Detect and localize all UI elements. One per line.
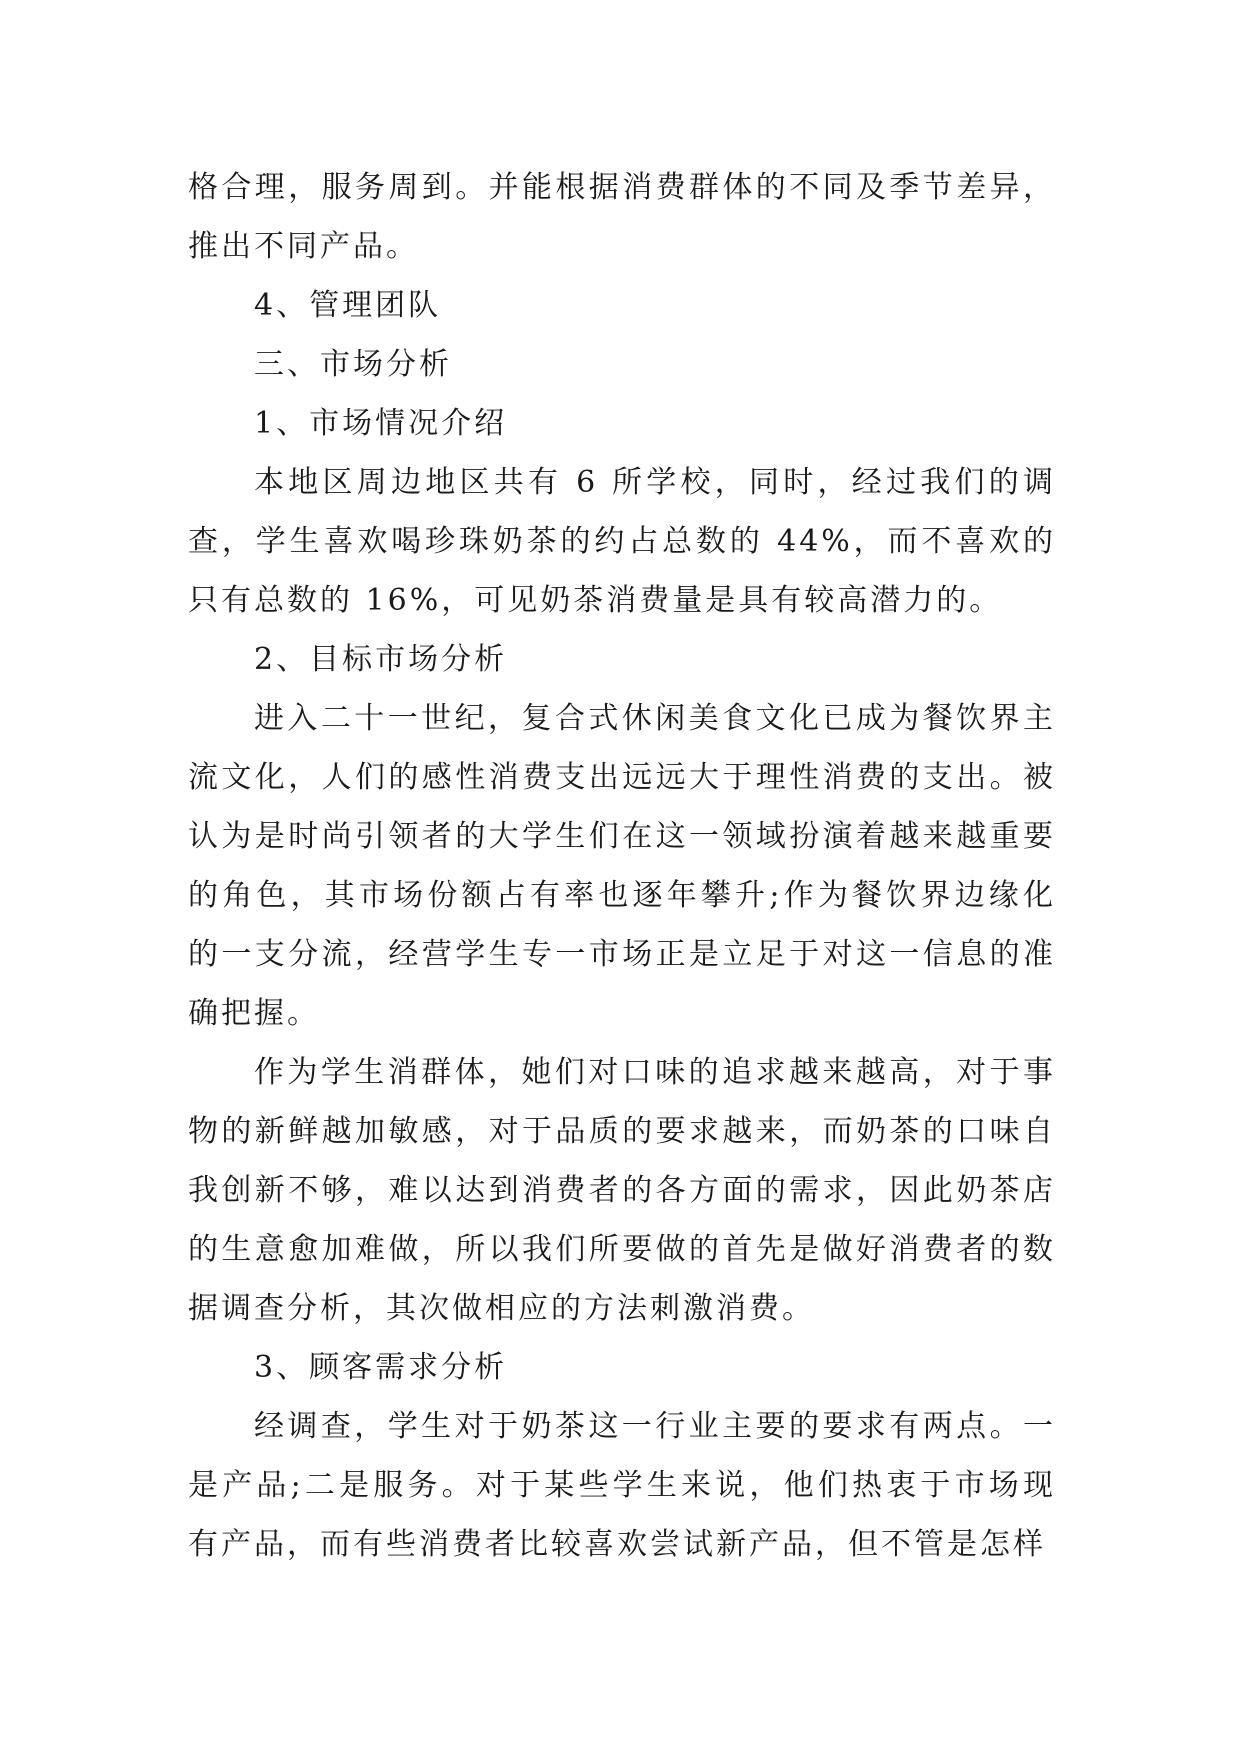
heading-management-team: 4、管理团队 xyxy=(254,288,442,323)
paragraph-continuation: 格合理，服务周到。并能根据消费群体的不同及季节差异，推出不同产品。 xyxy=(188,170,1056,264)
heading-target-market: 2、目标市场分析 xyxy=(254,642,508,677)
heading-market-analysis: 三、市场分析 xyxy=(254,347,452,382)
heading-market-situation: 1、市场情况介绍 xyxy=(254,406,508,441)
paragraph-target-market: 进入二十一世纪，复合式休闲美食文化已成为餐饮界主流文化，人们的感性消费支出远远大于理性消费的支出。被认为是时尚引领者的大学生们在这一领域扮演着越来越重要的角色，其市场份额占有率也逐年攀升;作为餐饮界边缘化的一支分流，经营学生专一市场正是立足于对这一信息的准确把握。 xyxy=(188,701,1056,1031)
document-page xyxy=(188,158,1056,1718)
paragraph-market-situation: 本地区周边地区共有 6 所学校，同时，经过我们的调查，学生喜欢喝珍珠奶茶的约占总数的 44%，而不喜欢的只有总数的 16%，可见奶茶消费量是具有较高潜力的。 xyxy=(188,465,1056,618)
paragraph-student-group: 作为学生消群体，她们对口味的追求越来越高，对于事物的新鲜越加敏感，对于品质的要求越来，而奶茶的口味自我创新不够，难以达到消费者的各方面的需求，因此奶茶店的生意愈加难做，所以我们所要做的首先是做好消费者的数据调查分析，其次做相应的方法刺激消费。 xyxy=(188,1055,1056,1326)
paragraph-customer-demand: 经调查，学生对于奶茶这一行业主要的要求有两点。一是产品;二是服务。对于某些学生来说，他们热衷于市场现有产品，而有些消费者比较喜欢尝试新产品，但不管是怎样 xyxy=(188,1409,1056,1562)
heading-customer-demand: 3、顾客需求分析 xyxy=(254,1350,508,1385)
